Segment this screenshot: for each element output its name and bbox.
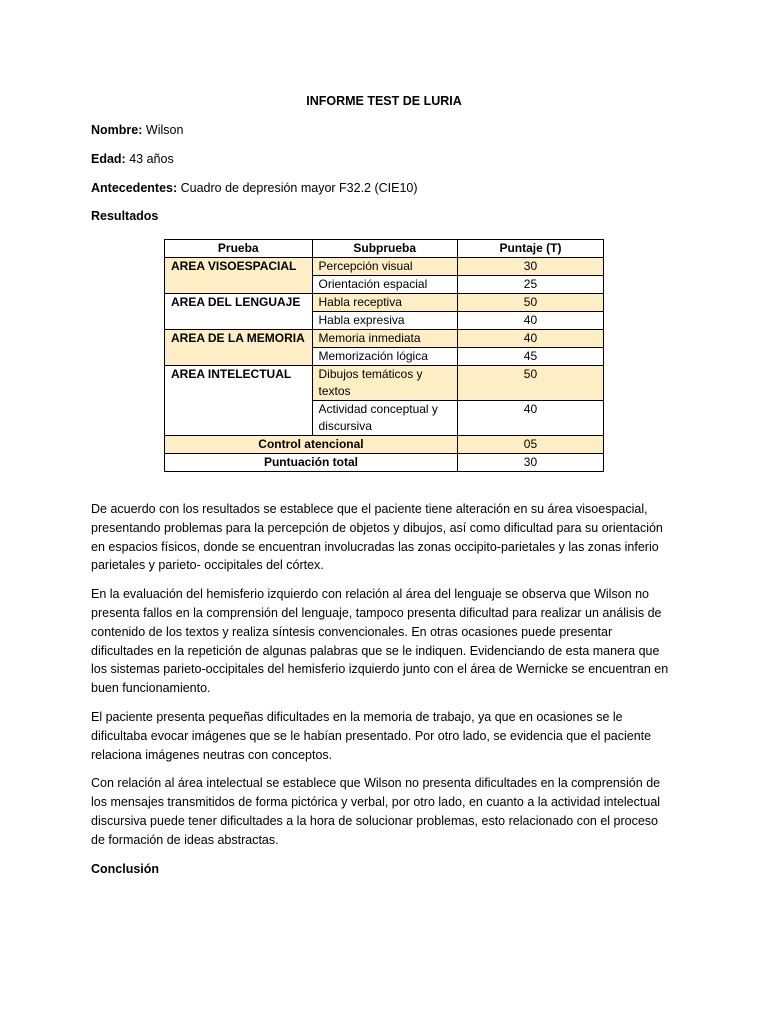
table-row (165, 258, 604, 276)
cell-puntaje: 40 (457, 401, 603, 436)
cell-subprueba: Habla expresiva (312, 312, 457, 330)
cell-total-label: Puntuación total (165, 454, 458, 472)
paragraph: En la evaluación del hemisferio izquierdo con relación al área del lenguaje se observa que Wilson no presenta fallos en la comprensión del lenguaje, tampoco presenta dificultad para realizar un análisis de contenido de los textos y realiza síntesis convencionales. En otras ocasiones puede presentar dificultades en la repetición de algunas palabras que se le indiquen. Evidenciando de esta manera que los sistemas parieto-occipitales del hemisferio izquierdo junto con el área de Wernicke se encuentran en buen funcionamiento. (91, 587, 669, 696)
field-antecedentes-label: Antecedentes: (91, 181, 178, 195)
table-row-control (165, 436, 604, 454)
results-table (164, 239, 604, 472)
cell-prueba: AREA DE LA MEMORIA (165, 330, 313, 366)
cell-prueba: AREA VISOESPACIAL (165, 258, 313, 294)
report-body (91, 500, 675, 860)
cell-subprueba: Actividad conceptual y discursiva (312, 401, 457, 436)
table-row (165, 294, 604, 312)
field-edad-label: Edad: (91, 152, 126, 166)
cell-subprueba: Habla receptiva (312, 294, 457, 312)
table-row (165, 330, 604, 348)
field-nombre (91, 123, 183, 137)
field-edad-value: 43 años (129, 152, 174, 166)
header-prueba: Prueba (165, 240, 313, 258)
cell-subprueba: Memoria inmediata (312, 330, 457, 348)
table-header-row (165, 240, 604, 258)
cell-subprueba: Percepción visual (312, 258, 457, 276)
table-row (165, 366, 604, 401)
cell-puntaje: 25 (457, 276, 603, 294)
table-row-total (165, 454, 604, 472)
cell-subprueba: Dibujos temáticos y textos (312, 366, 457, 401)
field-nombre-value: Wilson (145, 123, 184, 137)
cell-puntaje: 45 (457, 348, 603, 366)
cell-subprueba: Orientación espacial (312, 276, 457, 294)
document-title: INFORME TEST DE LURIA (306, 94, 462, 108)
header-puntaje: Puntaje (T) (457, 240, 603, 258)
cell-subprueba: Memorización lógica (312, 348, 457, 366)
cell-prueba: AREA DEL LENGUAJE (165, 294, 313, 330)
field-antecedentes (91, 181, 418, 195)
cell-puntaje: 30 (457, 258, 603, 276)
paragraph: De acuerdo con los resultados se establece que el paciente tiene alteración en su área visoespacial, presentando problemas para la percepción de objetos y dibujos, así como dificultad para su orientación en espacios físicos, donde se encuentran involucradas las zonas occipito-parietales y las zonas inferio parietales y parieto- occipitales del córtex. (91, 502, 663, 573)
cell-puntaje: 40 (457, 312, 603, 330)
cell-prueba: AREA INTELECTUAL (165, 366, 313, 436)
cell-total-value: 30 (457, 454, 603, 472)
paragraph: El paciente presenta pequeñas dificultades en la memoria de trabajo, ya que en ocasiones se le dificultaba evocar imágenes que se le habían presentado. Por otro lado, se evidencia que el paciente relaciona imágenes neutras con conceptos. (91, 709, 652, 762)
field-edad (91, 152, 174, 166)
header-subprueba: Subprueba (312, 240, 457, 258)
cell-puntaje: 40 (457, 330, 603, 348)
field-nombre-label: Nombre: (91, 123, 143, 137)
cell-puntaje: 50 (457, 294, 603, 312)
paragraph: Con relación al área intelectual se establece que Wilson no presenta dificultades en la comprensión de los mensajes transmitidos de forma pictórica y verbal, por otro lado, en cuanto a la actividad intelectual discursiva puede tener dificultades a la hora de solucionar problemas, esto relacionado con el proceso de formación de ideas abstractas. (91, 776, 661, 847)
field-antecedentes-value: Cuadro de depresión mayor F32.2 (CIE10) (180, 181, 418, 195)
cell-puntaje: 50 (457, 366, 603, 401)
cell-control-value: 05 (457, 436, 603, 454)
conclusion-heading: Conclusión (91, 862, 160, 876)
cell-control-label: Control atencional (165, 436, 458, 454)
resultados-heading: Resultados (91, 209, 159, 223)
